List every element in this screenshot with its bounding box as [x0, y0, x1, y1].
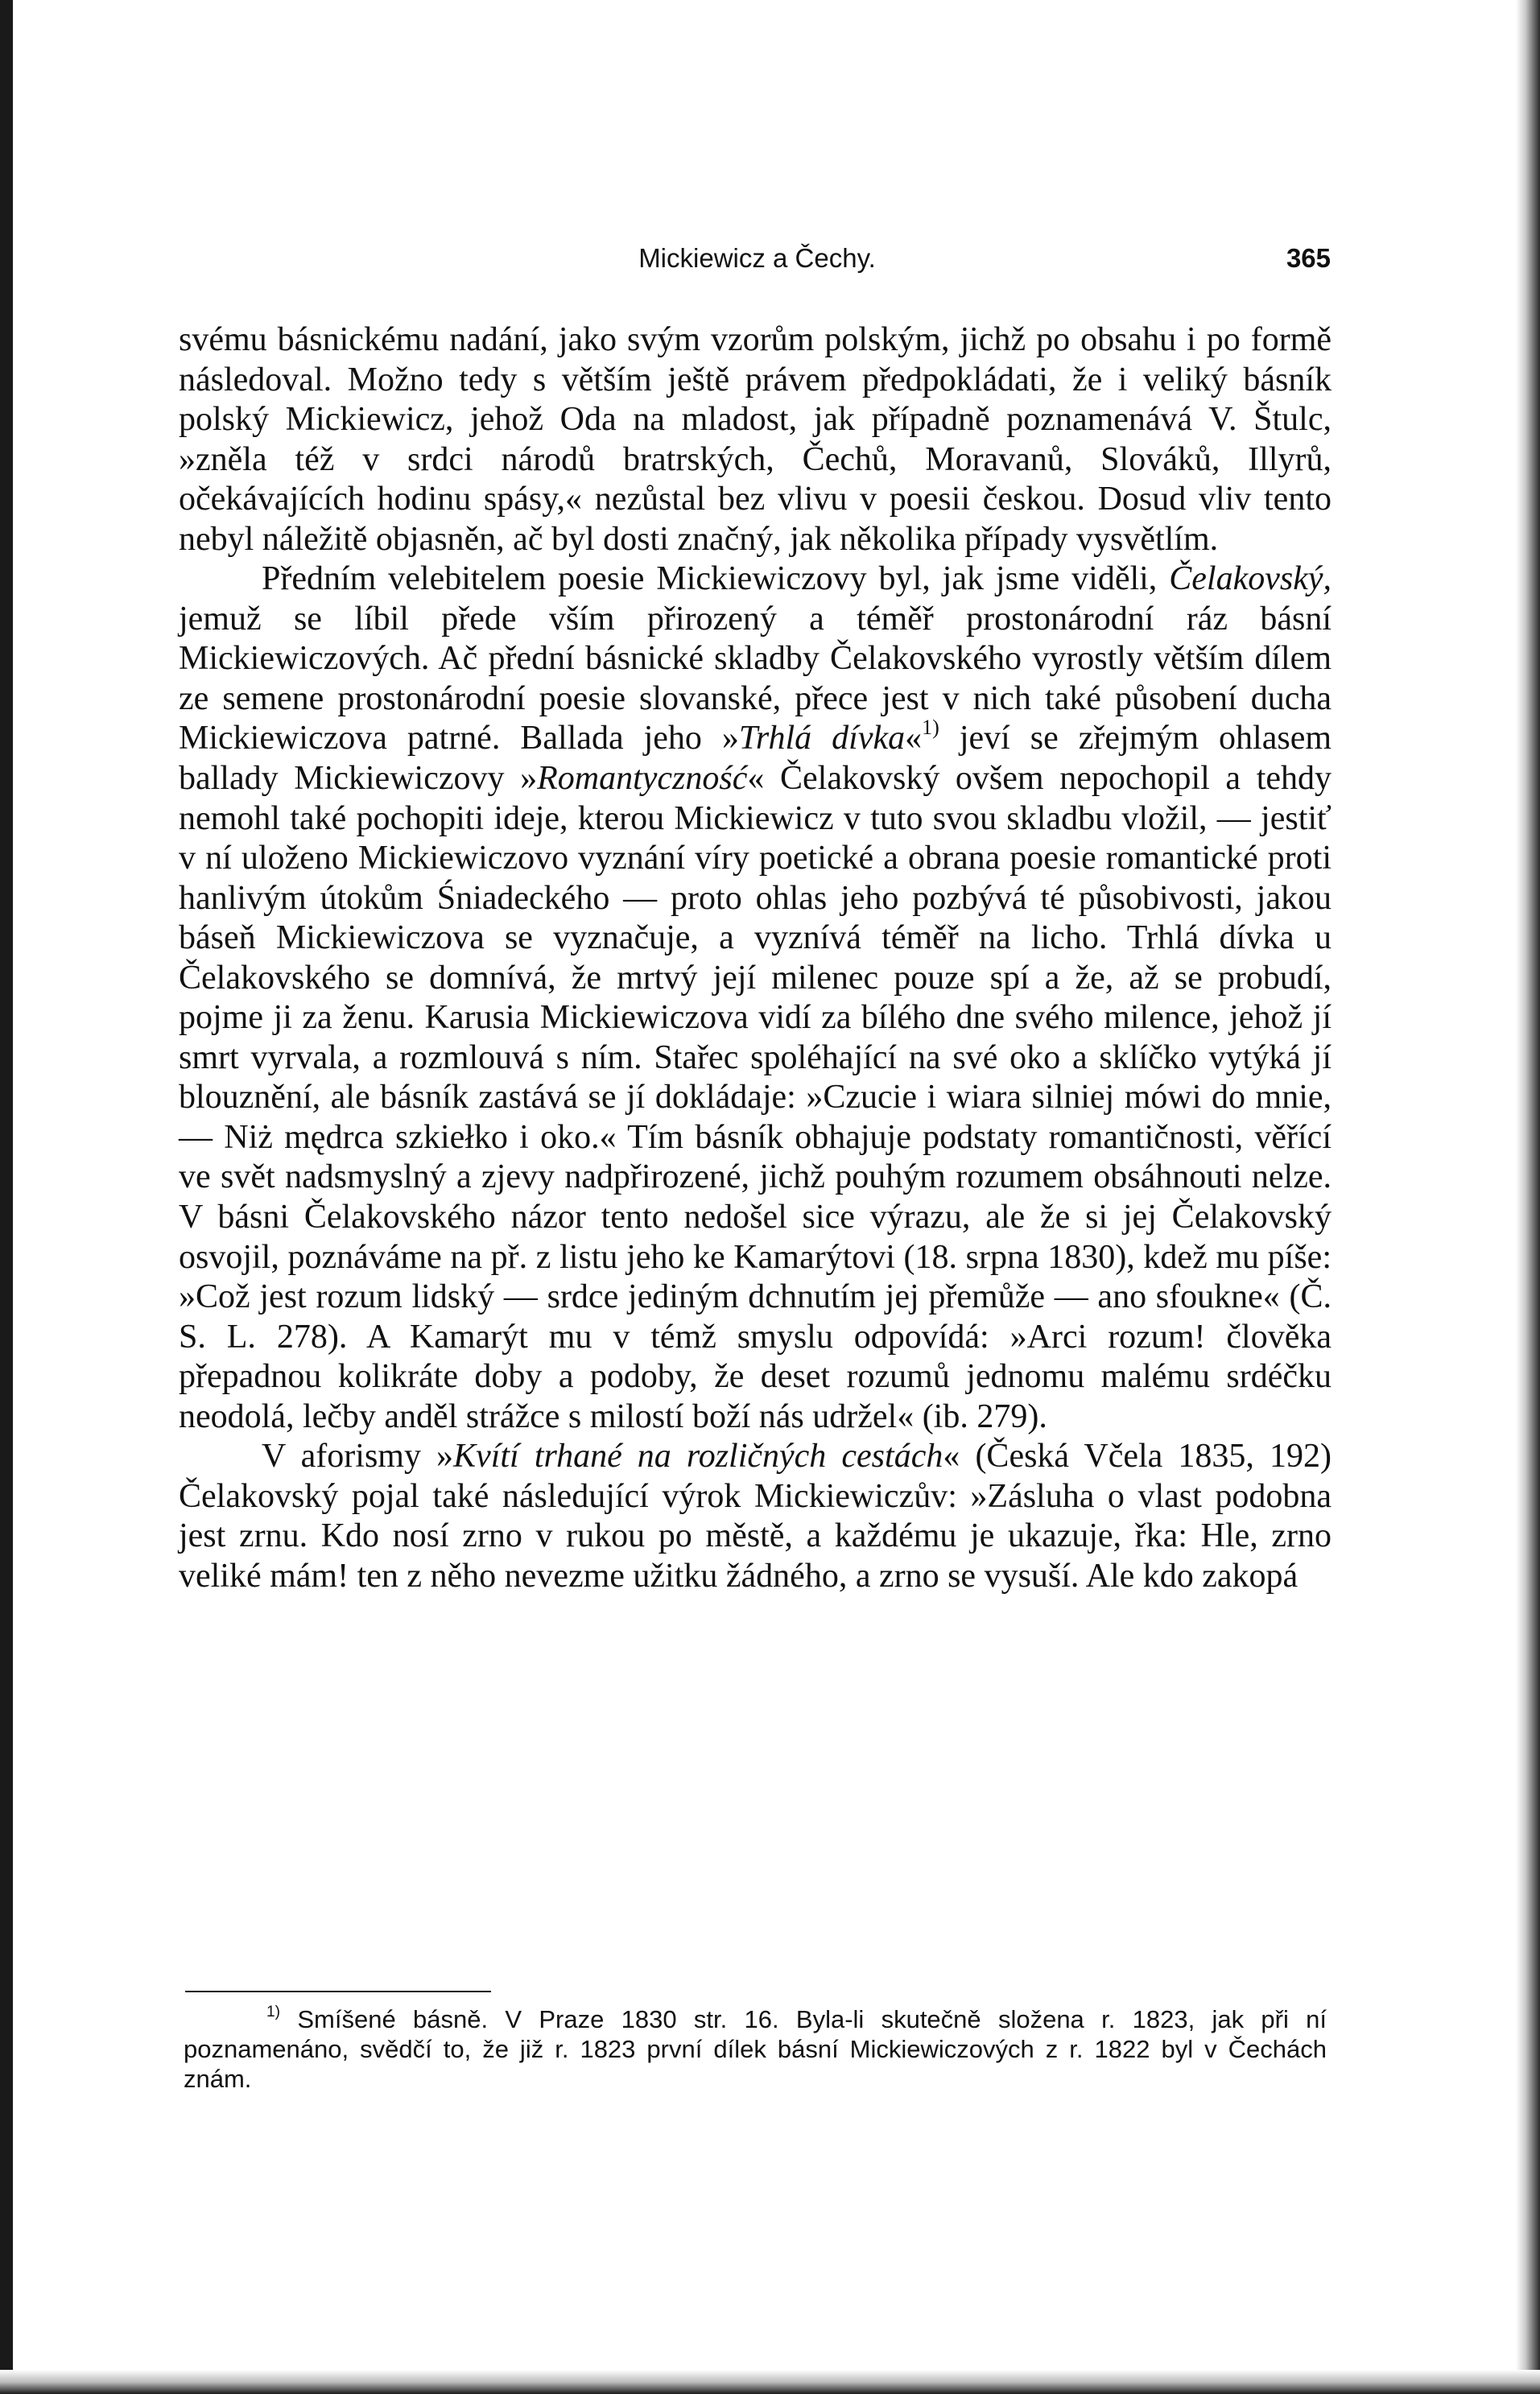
italic-name: Čelakovský,	[1169, 560, 1332, 598]
scan-bottom-border	[0, 2370, 1540, 2394]
text-run: jeví se zřejmým ohlasem ballady Mickiewiczovy »	[179, 720, 1332, 798]
italic-title: Kvítí trhané na rozličných cestách	[453, 1438, 943, 1476]
running-head: Mickiewicz a Čechy.	[638, 243, 876, 273]
footnote-reference: 1)	[922, 715, 939, 739]
text-run: « Čelakovský ovšem nepochopil a tehdy nemohl také pochopiti ideje, kterou Mickiewicz v tuto svou skladbu vložil, — jestiť v ní uloženo Mickiewiczovo vyznání víry poetické a obrana poesie romantické proti hanlivým útokům Śniadeckého — proto ohlas jeho pozbývá té působivosti, jakou báseň Mickiewiczova se vyznačuje, a vyznívá téměř na licho. Trhlá dívka u Čelakovského se domnívá, že mrtvý její milenec pouze spí a že, až se probudí, pojme ji za ženu. Karusia Mickiewiczova vidí za bílého dne svého milence, jehož jí smrt vyrvala, a rozmlouvá s ním. Stařec spoléhající na své oko a sklíčko vytýká jí blouznění, ale básník zastává se jí dokládaje: »Czucie i wiara silniej mówi do mnie, — Niż mędrca szkiełko i oko.« Tím básník obhajuje podstaty romantičnosti, věřící ve svět nadsmyslný a zjevy nadpřirozené, jichž pouhým rozumem obsáhnouti nelze. V básni Čelakovského názor tento nedošel sice výrazu, ale že si jej Čelakovský osvojil, poznáváme na př. z listu jeho ke Kamarýtovi (18. srpna 1830), kdež mu píše: »Což jest rozum lidský — srdce jediným dchnutím jej přemůže — ano sfoukne« (Č. S. L. 278). A Kamarýt mu v témž smyslu odpovídá: »Arci rozum! člověka přepadnou kolikráte doby a podoby, že deset rozumů jednomu malému srdéčku neodolá, lečby anděl strážce s milostí boží nás udržel« (ib. 279).	[179, 760, 1332, 1435]
body-text	[179, 320, 1332, 1597]
text-run: « (Česká Včela 1835, 192) Čelakovský pojal také následující výrok Mickiewiczův: »Zásluha o vlast podobna jest zrnu. Kdo nosí zrno v rukou po městě, a každému je ukazuje, řka: Hle, zrno veliké mám! ten z něho nevezme užitku žádného, a zrno se vysuší. Ale kdo zakopá	[179, 1438, 1332, 1595]
paragraph-1	[179, 320, 1332, 559]
text-run: «	[905, 720, 923, 757]
italic-title: Romantyczność	[537, 760, 748, 798]
footnote-divider	[185, 1991, 491, 1992]
footnote-marker: 1)	[266, 2003, 281, 2020]
text-run: Předním velebitelem poesie Mickiewiczovy byl, jak jsme viděli,	[262, 560, 1170, 598]
paragraph-2	[179, 559, 1332, 1437]
paragraph-text: svému básnickému nadání, jako svým vzorům polským, jichž po obsahu i po formě následoval. Možno tedy s větším ještě právem předpokládati, že i veliký básník polský Mickiewicz, jehož Oda na mladost, jak případně poznamenává V. Štulc, »zněla též v srdci národů bratrských, Čechů, Moravanů, Slováků, Illyrů, očekávajících hodinu spásy,« nezůstal bez vlivu v poesii českou. Dosud vliv tento nebyl náležitě objasněn, ač byl dosti značný, jak několika případy vysvětlím.	[179, 321, 1332, 558]
text-run: jemuž se líbil přede vším přirozený a téměř prostonárodní ráz básní Mickiewiczových. Ač přední básnické skladby Čelakovského vyrostly větším dílem ze semene prostonárodní poesie slovanské, přece jest v nich také působení ducha Mickiewiczova patrné. Ballada jeho »	[179, 600, 1332, 757]
scan-left-border	[0, 0, 13, 2394]
page-number: 365	[1286, 243, 1331, 273]
page-header	[184, 240, 1331, 288]
text-run: V aforismy »	[262, 1438, 454, 1476]
paragraph-3	[179, 1437, 1332, 1596]
footnote-text: Smíšené básně. V Praze 1830 str. 16. Byla-li skutečně složena r. 1823, jak při ní poznamenáno, svědčí to, že již r. 1823 první dílek básní Mickiewiczových z r. 1822 byl v Čechách znám.	[184, 2005, 1327, 2093]
italic-title: Trhlá dívka	[738, 720, 906, 757]
footnote	[184, 2004, 1327, 2094]
scan-right-border	[1516, 0, 1540, 2394]
